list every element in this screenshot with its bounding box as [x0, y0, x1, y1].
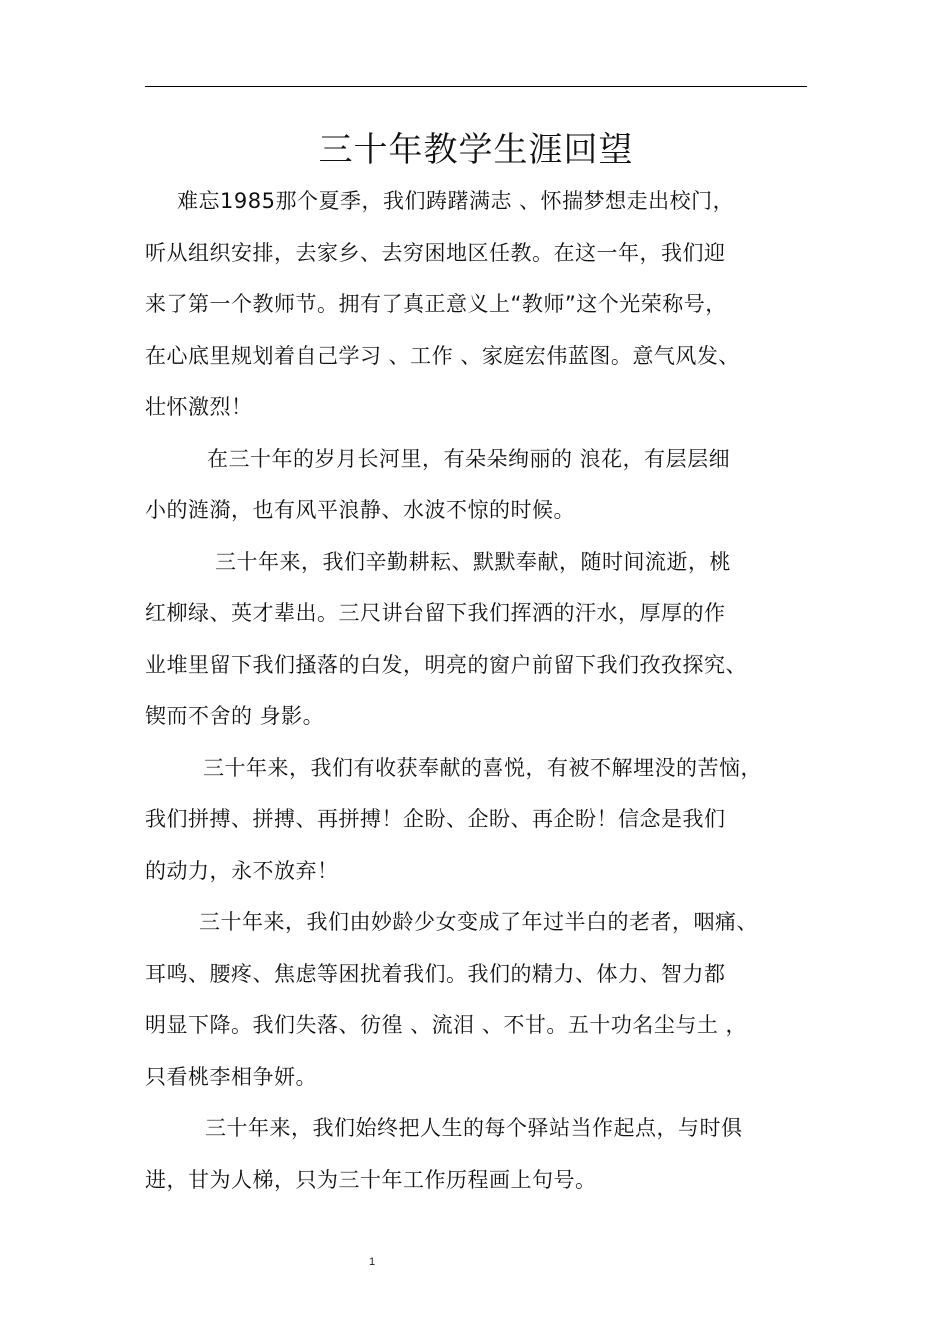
- header-rule: [145, 86, 807, 87]
- page-number: 1: [368, 1256, 376, 1268]
- text-line: 只看桃李相争妍。: [145, 1064, 317, 1089]
- paragraph-6: [145, 1103, 807, 1206]
- text-line: 明显下降。我们失落、彷徨 、流泪 、不甘。五十功名尘与土 ，: [145, 1013, 748, 1037]
- text-line: 听从组织安排，去家乡、去穷困地区任教。在这一年，我们迎: [145, 240, 726, 265]
- paragraph-4: [145, 743, 807, 898]
- text-line: 的动力，永不放弃！: [145, 858, 339, 883]
- document-body: [145, 176, 807, 1206]
- text-line: 进，甘为人梯，只为三十年工作历程画上句号。: [145, 1167, 597, 1192]
- text-line: 在心底里规划着自己学习 、工作 、家庭宏伟蓝图。意气风发、: [145, 343, 740, 368]
- text-line: 壮怀激烈！: [145, 395, 253, 419]
- text-line: 三十年来，我们有收获奉献的喜悦，有被不解埋没的苦恼，: [203, 755, 762, 780]
- text-line: 红柳绿、英才辈出。三尺讲台留下我们挥洒的汗水，厚厚的作: [145, 601, 726, 625]
- text-line: 三十年来，我们由妙龄少女变成了年过半白的老者，咽痛、: [199, 910, 758, 934]
- text-line: 在三十年的岁月长河里，有朵朵绚丽的 浪花，有层层细: [207, 446, 731, 471]
- text-line: 小的涟漪，也有风平浪静、水波不惊的时候。: [145, 498, 575, 522]
- text-line: 业堆里留下我们搔落的白发，明亮的窗户前留下我们孜孜探究、: [145, 652, 747, 677]
- text-line: 三十年来，我们始终把人生的每个驿站当作起点，与时俱: [205, 1116, 743, 1140]
- text-line: 三十年来，我们辛勤耕耘、默默奉献，随时间流逝，桃: [215, 549, 731, 574]
- text-line: 我们拼搏、拼搏、再拼搏！企盼、企盼、再企盼！信念是我们: [145, 807, 726, 831]
- text-line: 难忘1985那个夏季，我们踌躇满志 、怀揣梦想走出校门，: [177, 189, 735, 213]
- document-title: 三十年教学生涯回望: [318, 130, 634, 170]
- paragraph-3: [145, 537, 807, 743]
- text-line: 耳鸣、腰疼、焦虑等困扰着我们。我们的精力、体力、智力都: [145, 961, 726, 986]
- paragraph-1: [145, 176, 807, 434]
- paragraph-2: [145, 434, 807, 537]
- text-line: 锲而不舍的 身影。: [145, 704, 325, 728]
- paragraph-5: [145, 897, 807, 1103]
- text-line: 来了第一个教师节。拥有了真正意义上“教师”这个光荣称号，: [145, 292, 727, 316]
